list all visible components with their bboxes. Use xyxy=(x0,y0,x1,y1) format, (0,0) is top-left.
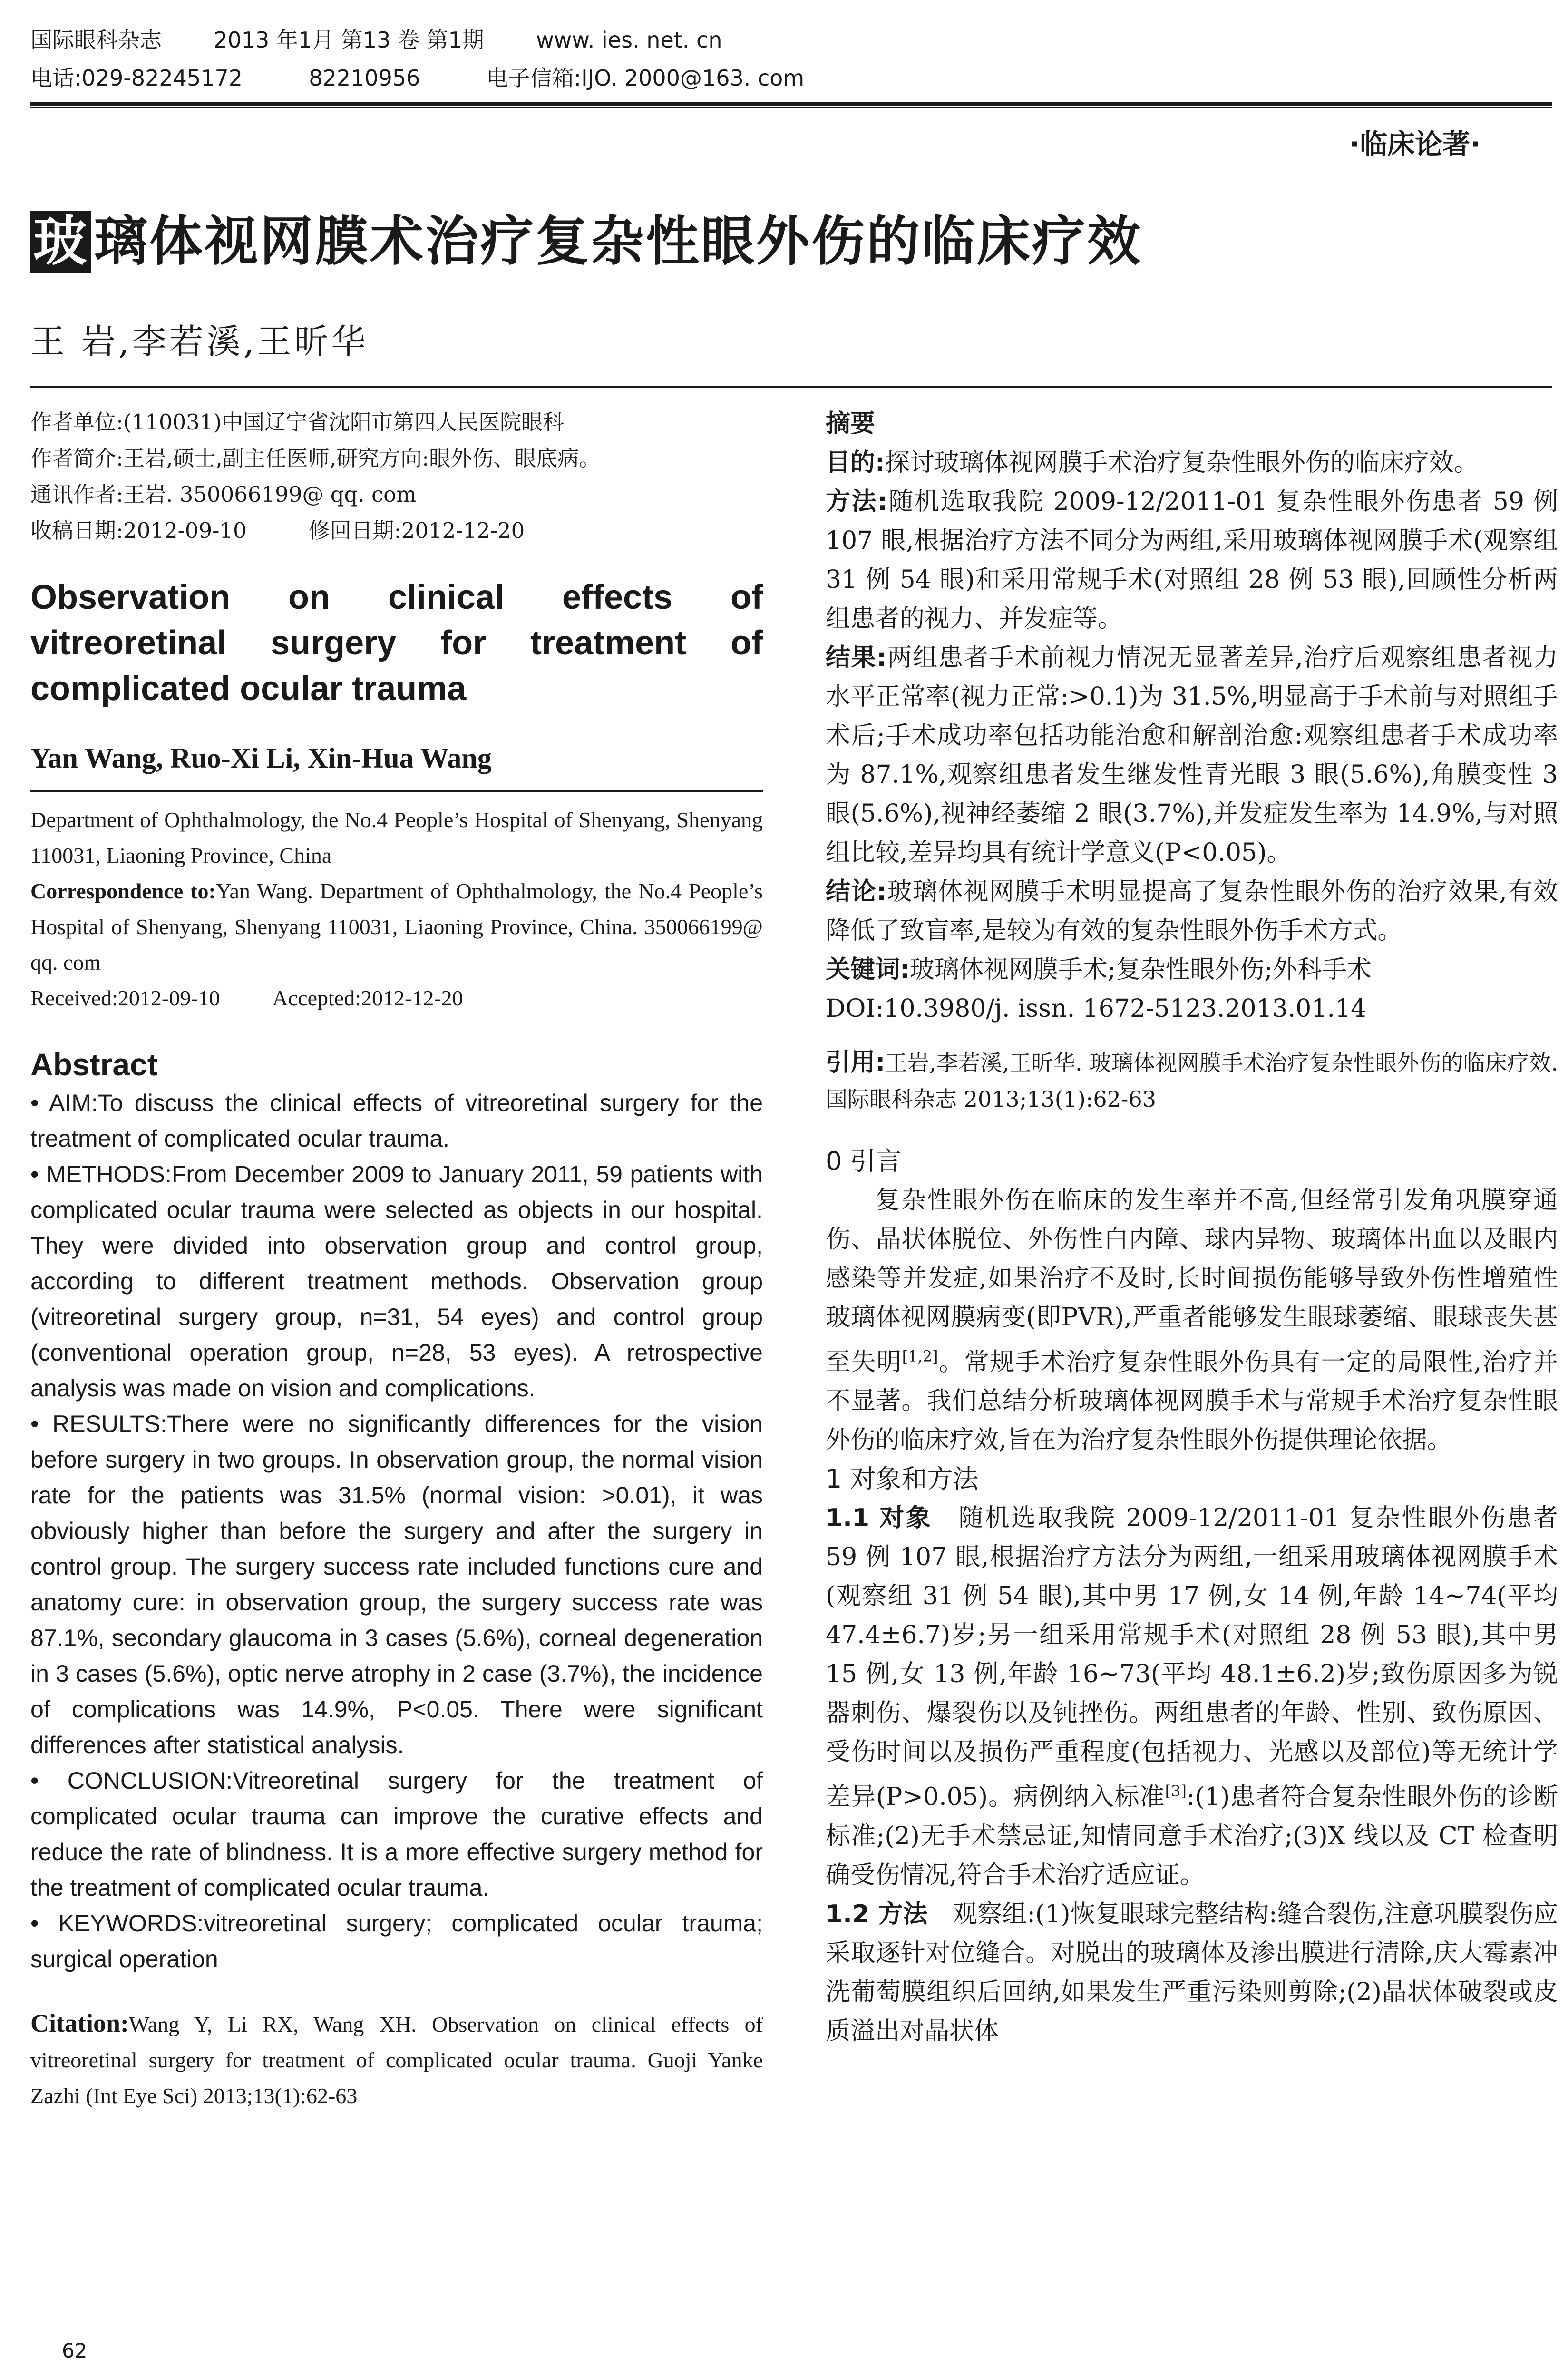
authors-cn: 王 岩,李若溪,王昕华 xyxy=(30,321,369,361)
abstract-heading: Abstract xyxy=(30,1047,158,1082)
abstract-cn-keywords xyxy=(826,950,1558,989)
abstract-cn-results xyxy=(826,638,1558,872)
correspondence-text: Yan Wang. Department of Ophthalmology, the No.4 People’s Hospital of Shenyang, Shenyang 110031, Liaoning Province, China. 350066199@ qq. com xyxy=(30,879,763,974)
right-column xyxy=(826,404,1558,2051)
intro-text-a: 复杂性眼外伤在临床的发生率并不高,但经常引发角巩膜穿通伤、晶状体脱位、外伤性白内障、球内异物、玻璃体出血以及眼内感染等并发症,如果治疗不及时,长时间损伤能够导致外伤性增殖性玻璃体视网膜病变(即PVR),严重者能够发生眼球萎缩、眼球丧失甚至失明 xyxy=(826,1186,1558,1377)
doi: DOI:10.3980/j. issn. 1672-5123.2013.01.14 xyxy=(826,994,1367,1023)
abstract-methods xyxy=(30,1157,763,1406)
conclusion-cn-label: 结论: xyxy=(826,877,887,906)
methods-text: 观察组:(1)恢复眼球完整结构:缝合裂伤,注意巩膜裂伤应采取逐针对位缝合。对脱出的玻璃体及渗出膜进行清除,庆大霉素冲洗葡萄膜组织后回纳,如果发生严重污染则剪除;(2)晶状体破裂或皮质溢出对晶状体 xyxy=(826,1900,1558,2046)
journal-email: 电子信箱:IJO. 2000@163. com xyxy=(486,65,805,91)
conclusion-text: Vitreoretinal surgery for the treatment of complicated ocular trauma can improve the curative effects and reduce the rate of blindness. It is a more effective surgery method for the treatment of complicated ocular trauma. xyxy=(30,1767,763,1901)
affiliation-cn: 作者单位:(110031)中国辽宁省沈阳市第四人民医院眼科 xyxy=(30,409,565,435)
journal-phone: 电话:029-82245172 xyxy=(30,65,243,91)
article-title xyxy=(30,199,1142,275)
results-cn-label: 结果: xyxy=(826,643,887,672)
aim-label: • AIM: xyxy=(30,1090,98,1116)
accepted-en: Accepted:2012-12-20 xyxy=(272,986,463,1010)
keywords-label: • KEYWORDS: xyxy=(30,1910,204,1937)
abstract-cn-aim xyxy=(826,443,1558,482)
header-rule-thin xyxy=(30,107,1552,108)
corresponding-cn: 通讯作者:王岩. 350066199@ qq. com xyxy=(30,482,417,507)
journal-name: 国际眼科杂志 xyxy=(30,27,162,53)
methods-label: • METHODS: xyxy=(30,1161,172,1188)
keywords-text: vitreoretinal surgery; complicated ocular trauma; surgical operation xyxy=(30,1910,763,1972)
revised-cn: 修回日期:2012-12-20 xyxy=(308,518,525,543)
citation-cn xyxy=(826,1044,1558,1117)
conclusion-label: • CONCLUSION: xyxy=(30,1767,233,1794)
methods-cn-label: 方法: xyxy=(826,487,887,516)
abstract-keywords xyxy=(30,1906,763,1977)
methods-text: From December 2009 to January 2011, 59 patients with complicated ocular trauma were selected as objects in our hospital. They were divided into observation group and control group, according to different treatment methods. Observation group (vitreoretinal surgery group, n=31, 54 eyes) and control group (conventional operation group, n=28, 53 eyes). A retrospective analysis was made on vision and complications. xyxy=(30,1161,763,1402)
keywords-cn-label: 关键词: xyxy=(826,955,910,984)
abstract-cn-heading: 摘要 xyxy=(826,409,876,438)
results-label: • RESULTS: xyxy=(30,1411,167,1437)
citation-cn-label: 引用: xyxy=(826,1048,886,1077)
intro-ref: [1,2] xyxy=(902,1347,938,1365)
subjects-label: 1.1 对象 xyxy=(826,1504,933,1533)
results-text: There were no significantly differences for the vision before surgery in two groups. In observation group, the normal vision rate for the patients was 31.5% (normal vision: >0.01), it was obviously higher than before the surgery and after the surgery in control group. The surgery success rate included functions cure and anatomy cure: in observation group, the surgery success rate was 87.1%, secondary glaucoma in 3 cases (5.6%), corneal degeneration in 3 cases (5.6%), optic nerve atrophy in 2 case (3.7%), the incidence of complications was 14.9%, P<0.05. There were significant differences after statistical analysis. xyxy=(30,1411,763,1758)
journal-website: www. ies. net. cn xyxy=(536,27,722,53)
abstract-cn-methods xyxy=(826,482,1558,638)
title-rule xyxy=(30,386,1552,388)
header-row-2 xyxy=(30,59,1543,97)
conclusion-cn-text: 玻璃体视网膜手术明显提高了复杂性眼外伤的治疗效果,有效降低了致盲率,是较为有效的复杂性眼外伤手术方式。 xyxy=(826,877,1558,945)
abstract-results xyxy=(30,1406,763,1763)
abstract-cn xyxy=(826,443,1558,1028)
subjects-text-a: 随机选取我院 2009-12/2011-01 复杂性眼外伤患者 59 例 107 眼,根据治疗方法分为两组,一组采用玻璃体视网膜手术(观察组 31 例 54 眼),其中男 17 例,女 14 例,年龄 14~74(平均 47.4±6.7)岁;另一组采用常规手术(对照组 28 例 53 眼),其中男 15 例,女 13 例,年龄 16~73(平均 48.1±6.2)岁;致伤原因多为锐器刺伤、爆裂伤以及钝挫伤。两组患者的年龄、性别、致伤原因、受伤时间以及损伤严重程度(包括视力、光感以及部位)等无统计学差异(P>0.05)。病例纳入标准 xyxy=(826,1504,1558,1812)
results-cn-text: 两组患者手术前视力情况无显著差异,治疗后观察组患者视力水平正常率(视力正常:>0.1)为 31.5%,明显高于手术前与对照组手术后;手术成功率包括功能治愈和解剖治愈:观察组患者手术成功率为 87.1%,观察组患者发生继发性青光眼 3 眼(5.6%),角膜变性 3 眼(5.6%),视神经萎缩 2 眼(3.7%),并发症发生率为 14.9%,与对照组比较,差异均具有统计学意义(P<0.05)。 xyxy=(826,643,1558,867)
correspondence-en xyxy=(30,873,763,980)
abstract-conclusion xyxy=(30,1763,763,1906)
aim-cn-text: 探讨玻璃体视网膜手术治疗复杂性眼外伤的临床疗效。 xyxy=(885,448,1479,477)
journal-phone-2: 82210956 xyxy=(309,65,420,91)
left-column xyxy=(30,404,763,2114)
dates-en xyxy=(30,980,763,1016)
intro-heading: 0 引言 xyxy=(826,1146,902,1176)
methods-paragraph xyxy=(826,1895,1558,2051)
received-en: Received:2012-09-10 xyxy=(30,986,220,1010)
header-rule xyxy=(30,102,1552,106)
cn-meta xyxy=(30,404,763,549)
authors-rule xyxy=(30,790,763,792)
intro-paragraph xyxy=(826,1181,1558,1460)
subjects-ref: [3] xyxy=(1165,1782,1187,1801)
citation-en xyxy=(30,2006,763,2114)
aim-text: To discuss the clinical effects of vitreoretinal surgery for the treatment of complicated ocular trauma. xyxy=(30,1090,763,1152)
issue-info: 2013 年1月 第13 卷 第1期 xyxy=(214,27,484,53)
correspondence-label: Correspondence to: xyxy=(30,879,216,903)
intro-body xyxy=(826,1181,1558,1460)
citation-cn-text: 王岩,李若溪,王昕华. 玻璃体视网膜手术治疗复杂性眼外伤的临床疗效. 国际眼科杂志 2013;13(1):62-63 xyxy=(826,1050,1558,1112)
aim-cn-label: 目的: xyxy=(826,448,885,477)
section-label: ·临床论著· xyxy=(1349,128,1480,160)
abstract-en xyxy=(30,1085,763,1977)
abstract-aim xyxy=(30,1085,763,1157)
department-en: Department of Ophthalmology, the No.4 People’s Hospital of Shenyang, Shenyang 110031, Liaoning Province, China xyxy=(30,808,763,867)
bio-cn: 作者简介:王岩,硕士,副主任医师,研究方向:眼外伤、眼底病。 xyxy=(30,446,601,471)
title-rest: 璃体视网膜术治疗复杂性眼外伤的临床疗效 xyxy=(94,211,1142,273)
citation-label: Citation: xyxy=(30,2009,129,2037)
header-row-1 xyxy=(30,21,1543,59)
methods-cn-text: 随机选取我院 2009-12/2011-01 复杂性眼外伤患者 59 例 107 眼,根据治疗方法不同分为两组,采用玻璃体视网膜手术(观察组 31 例 54 眼)和采用常规手术(对照组 28 例 53 眼),回顾性分析两组患者的视力、并发症等。 xyxy=(826,487,1558,633)
keywords-cn-text: 玻璃体视网膜手术;复杂性眼外伤;外科手术 xyxy=(909,955,1372,984)
dates-cn xyxy=(30,513,763,549)
methods-heading: 1 对象和方法 xyxy=(826,1464,979,1494)
methods-label: 1.2 方法 xyxy=(826,1900,928,1929)
received-cn: 收稿日期:2012-09-10 xyxy=(30,518,247,543)
running-header xyxy=(30,21,1543,97)
page-number: 62 xyxy=(62,2339,88,2362)
authors-en: Yan Wang, Ruo-Xi Li, Xin-Hua Wang xyxy=(30,742,492,774)
title-en: Observation on clinical effects of vitreoretinal surgery for treatment of complicated ocular trauma xyxy=(30,578,763,708)
methods-body xyxy=(826,1499,1558,2050)
intro-text-b: 。常规手术治疗复杂性眼外伤具有一定的局限性,治疗并不显著。我们总结分析玻璃体视网膜手术与常规手术治疗复杂性眼外伤的临床疗效,旨在为治疗复杂性眼外伤提供理论依据。 xyxy=(826,1348,1558,1455)
abstract-cn-conclusion xyxy=(826,872,1558,950)
affiliation-en xyxy=(30,802,763,1016)
title-initial: 玻 xyxy=(30,211,91,273)
subjects-paragraph xyxy=(826,1499,1558,1894)
subjects-text-b: :(1)患者符合复杂性眼外伤的诊断标准;(2)无手术禁忌证,知情同意手术治疗;(3)X 线以及 CT 检查明确受伤情况,符合手术治疗适应证。 xyxy=(826,1783,1558,1890)
citation-text: Wang Y, Li RX, Wang XH. Observation on clinical effects of vitreoretinal surgery for treatment of complicated ocular trauma. Guoji Yanke Zazhi (Int Eye Sci) 2013;13(1):62-63 xyxy=(30,2012,763,2108)
